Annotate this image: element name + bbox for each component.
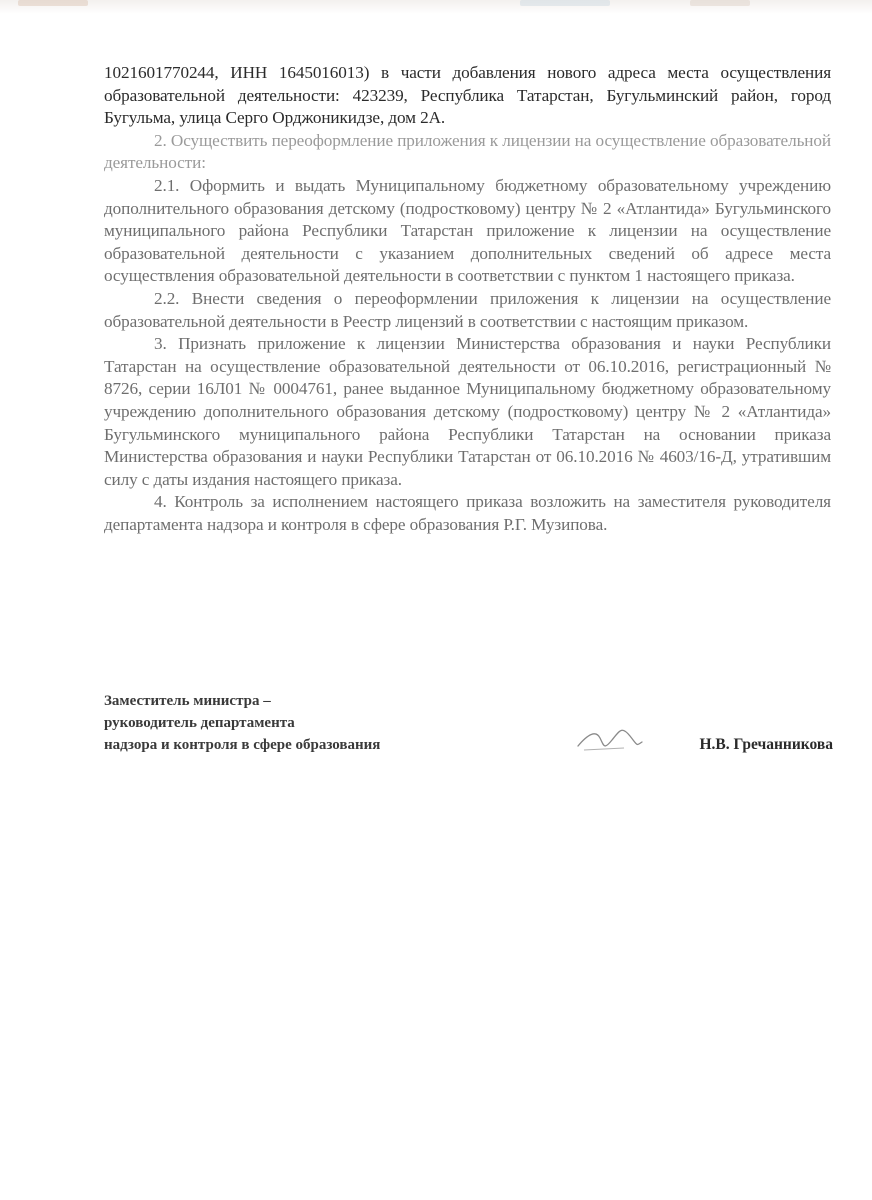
paragraph-continuation: 1021601770244, ИНН 1645016013) в части добавления нового адреса места осуществления образовательной деятельности: 423239, Республика Татарстан, Бугульминский район, город Бугульма, улица Серго Орджоникидзе, дом 2А. [104,63,831,128]
paragraph-item-2-2: 2.2. Внести сведения о переоформлении приложения к лицензии на осуществление образовательной деятельности в Реестр лицензий в соответствии с настоящим приказом. [104,288,831,331]
paragraph-item-4: 4. Контроль за исполнением настоящего приказа возложить на заместителя руководителя департамента надзора и контроля в сфере образования Р.Г. Музипова. [104,492,831,534]
scan-artifact [690,0,750,6]
signatory-title-line: Заместитель министра – [104,693,271,709]
paragraph-item-2-1: 2.1. Оформить и выдать Муниципальному бюджетному образовательному учреждению дополнительного образования детскому (подростковому) центру № 2 «Атлантида» Бугульминского муниципального района Республики Татарстан приложение к лицензии на осуществление образовательной деятельности с указанием дополнительных сведений об адресе места осуществления образовательной деятельности в соответствии с пунктом 1 настоящего приказа. [104,175,831,286]
signatory-title-line: руководитель департамента [104,715,295,731]
signatory-title-line: надзора и контроля в сфере образования [104,737,381,753]
scan-artifact [18,0,88,6]
paragraph-item-2: 2. Осуществить переоформление приложения к лицензии на осуществление образовательной деятельности: [104,130,831,173]
signatory-title [104,690,484,756]
scan-artifact [520,0,610,6]
document-body [104,62,831,536]
signature-block [104,690,831,760]
scan-edge [0,0,872,14]
handwritten-signature [574,716,644,756]
paragraph-item-3: 3. Признать приложение к лицензии Министерства образования и науки Республики Татарстан на осуществление образовательной деятельности от 06.10.2016, регистрационный № 8726, серии 16Л01 № 0004761, ранее выданное Муниципальному бюджетному образовательному учреждению дополнительного образования детскому (подростковому) центру № 2 «Атлантида» Бугульминского муниципального района Республики Татарстан на основании приказа Министерства образования и науки Республики Татарстан от 06.10.2016 № 4603/16-Д, утратившим силу с даты издания настоящего приказа. [104,334,831,489]
signatory-name: Н.В. Гречанникова [699,736,833,753]
